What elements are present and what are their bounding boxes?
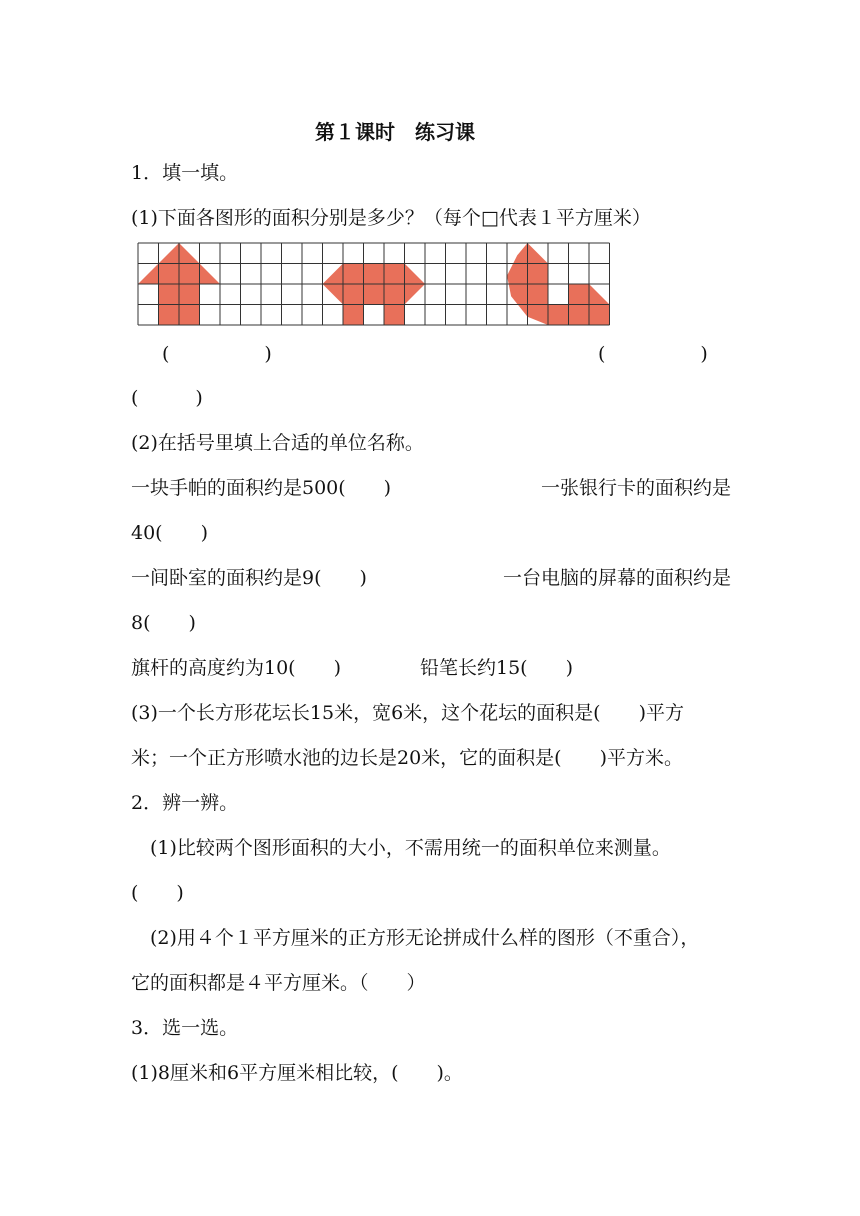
answer-blank-3[interactable]: ( ) xyxy=(131,387,203,409)
unit-line-3 xyxy=(131,656,731,680)
q1-part2-prompt: (2)在括号里填上合适的单位名称。 xyxy=(131,432,424,454)
q3-item1: (1)8厘米和6平方厘米相比较，( )。 xyxy=(131,1062,463,1084)
bank-card-area-text: 一张银行卡的面积约是 xyxy=(540,477,731,499)
table-shape xyxy=(323,264,426,326)
unit-line-1 xyxy=(131,476,731,500)
q2-item2-line2: 它的面积都是４平方厘米。（ ） xyxy=(131,972,426,994)
q1-heading: 1．填一填。 xyxy=(131,162,239,184)
q1-part1-prompt: (1)下面各图形的面积分别是多少？（每个□代表１平方厘米） xyxy=(131,207,651,229)
answer-blank-1[interactable]: ( ) xyxy=(162,343,272,365)
handkerchief-area-text: 一块手帕的面积约是500( ) xyxy=(131,477,392,499)
screen-area-text: 一台电脑的屏幕的面积约是 xyxy=(502,567,731,589)
q2-item2-line1: (2)用４个１平方厘米的正方形无论拼成什么样的图形（不重合）， xyxy=(150,927,700,949)
bank-card-value-text: 40( ) xyxy=(131,522,209,544)
q1-part3-line2: 米；一个正方形喷水池的边长是20米，它的面积是( )平方米。 xyxy=(131,747,684,769)
q2-heading: 2．辨一辨。 xyxy=(131,792,239,814)
unit-line-2 xyxy=(131,566,731,590)
q2-item1: (1)比较两个图形面积的大小，不需用统一的面积单位来测量。 xyxy=(150,837,671,859)
answer-blank-2[interactable]: ( ) xyxy=(598,343,708,365)
bedroom-area-text: 一间卧室的面积约是9( ) xyxy=(131,567,367,589)
q2-item1-blank[interactable]: ( ) xyxy=(131,882,184,904)
pencil-length-text: 铅笔长约15( ) xyxy=(420,657,574,679)
grid-svg xyxy=(137,242,611,328)
area-grid-figure xyxy=(137,242,611,332)
page-title: 第１课时 练习课 xyxy=(315,120,475,144)
screen-value-text: 8( ) xyxy=(131,612,196,634)
q3-heading: 3．选一选。 xyxy=(131,1017,239,1039)
flagpole-height-text: 旗杆的高度约为10( ) xyxy=(131,657,342,679)
q1-part3-line1: (3)一个长方形花坛长15米，宽6米，这个花坛的面积是( )平方 xyxy=(131,702,685,724)
